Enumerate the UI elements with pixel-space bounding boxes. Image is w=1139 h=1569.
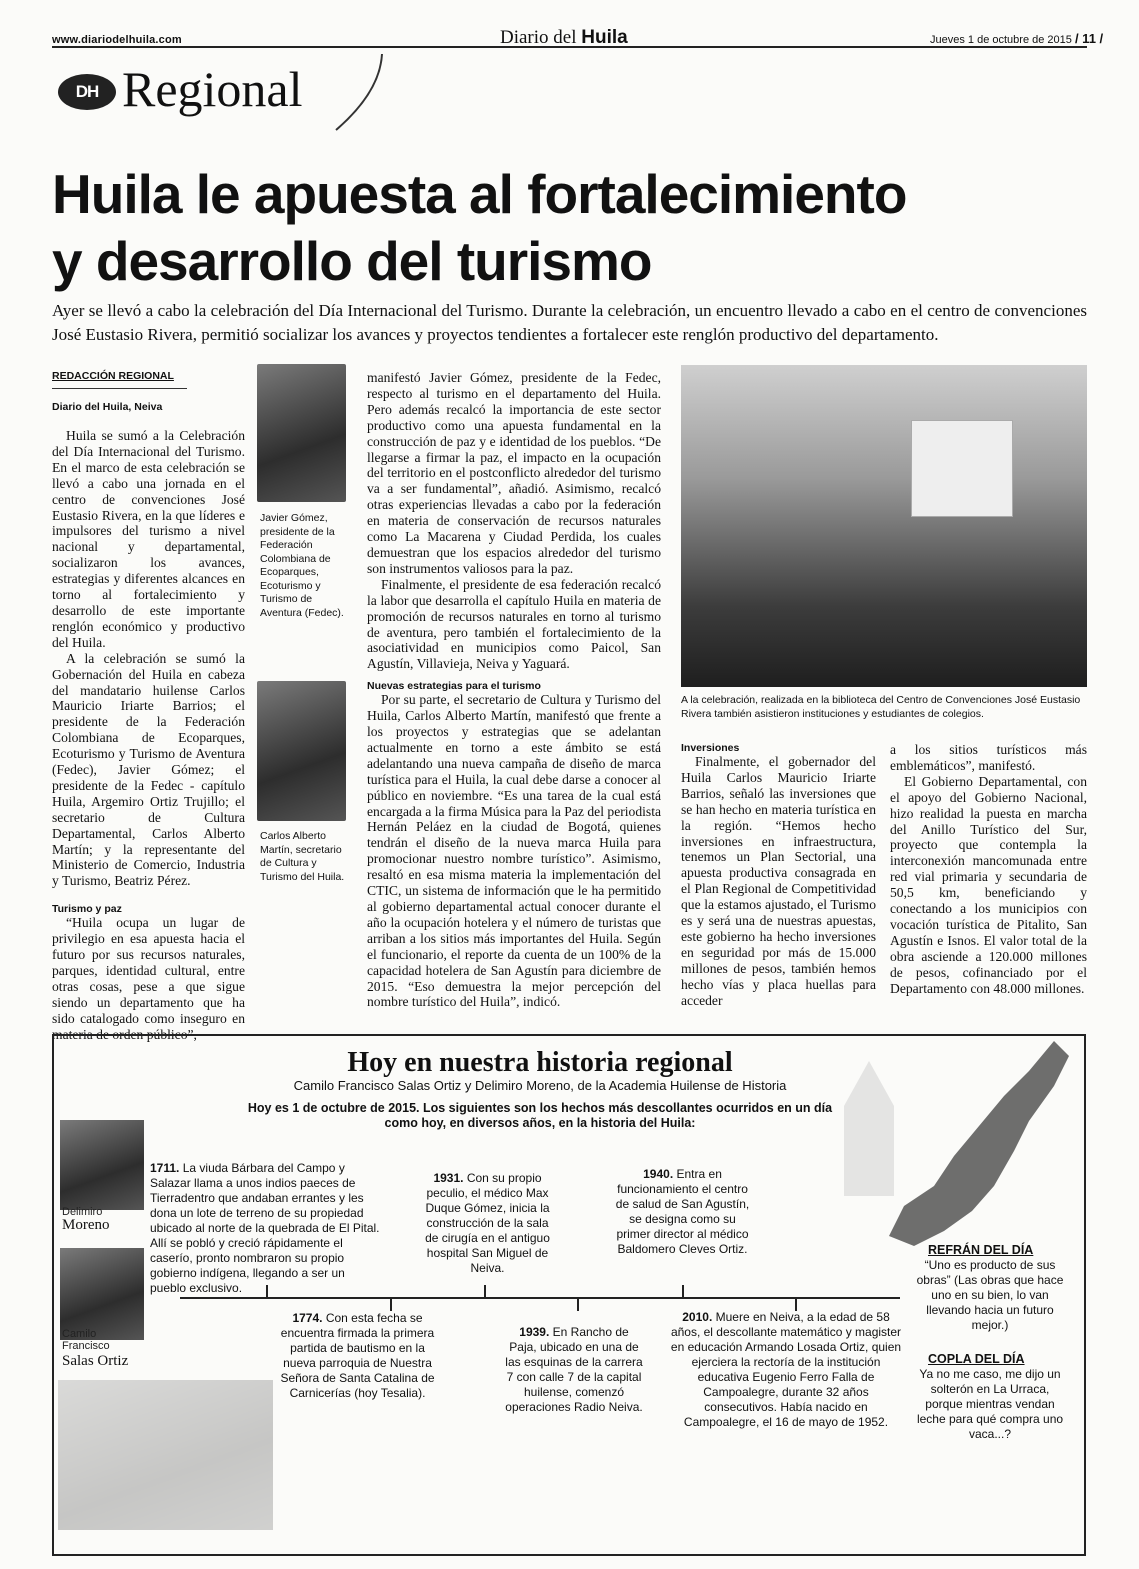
article-column-4 <box>681 742 876 1009</box>
timeline-tick-1774 <box>390 1299 392 1311</box>
paper-name-b: Huila <box>581 27 628 48</box>
col1-paragraph-3: “Huila ocupa un lugar de privilegio en esa apuesta hacia el futuro por sus recursos naturales, parques, identidad cultural, entre otras cosas, pese a que sigue siendo un departamento que ha sido catalogado como inseguro en materia de orden público”, <box>52 915 245 1042</box>
byline-place: Diario del Huila, Neiva <box>52 401 163 413</box>
event-photo-caption: A la celebración, realizada en la biblioteca del Centro de Convenciones José Eustasio Rivera también asistieron instituciones y estudiantes de colegios. <box>681 694 1081 720</box>
person-2-last: Salas Ortiz <box>62 1353 129 1369</box>
event-photo <box>681 365 1087 687</box>
lead-paragraph: Ayer se llevó a cabo la celebración del Día Internacional del Turismo. Durante la celebración, un encuentro llevado a cabo en el centro de convenciones José Eustasio Rivera, permitió socializar los avances y proyectos tendientes a fortalecer este renglón productivo del departamento. <box>52 301 1087 344</box>
person-1-last: Moreno <box>62 1217 110 1233</box>
event-year: 2010. <box>682 1310 713 1324</box>
col4-paragraph-1: Finalmente, el gobernador del Huila Carlos Mauricio Iriarte Barrios, señaló las inversiones que se han hecho en materia turística en la región. “Hemos hecho inversiones en infraestructura, tenemos un Plan Sectorial, una apuesta productiva consagrada en el Plan Regional de Competitividad que la estamos ajustado, el Turismo es y será una de nuestras apuestas, este gobierno ha hecho inversiones en seguridad por más de 15.000 millones de pesos, también hemos hecho vías y placa huellas para acceder <box>681 754 876 1008</box>
col5-paragraph-1: a los sitios turísticos más emblemáticos”, manifestó. <box>890 742 1087 773</box>
event-year: 1939. <box>519 1325 550 1339</box>
event-text: Entra en funcionamiento el centro de salud de San Agustín, se designa como su primer director al médico Baldomero Cleves Ortiz. <box>615 1167 750 1256</box>
event-1774 <box>280 1311 435 1401</box>
event-1940 <box>615 1167 750 1257</box>
event-year: 1774. <box>292 1311 323 1325</box>
person-2-first: Camilo <box>62 1328 97 1340</box>
portrait-camilo-salas <box>60 1248 144 1340</box>
event-year: 1931. <box>433 1171 464 1185</box>
headline-line-1: Huila le apuesta al fortalecimiento <box>52 163 907 225</box>
history-title: Hoy en nuestra historia regional <box>347 1047 733 1078</box>
article-column-1 <box>52 428 245 1043</box>
projection-screen <box>911 420 1013 517</box>
col3-paragraph-1: manifestó Javier Gómez, presidente de la Fedec, respecto al turismo en el departamento del Huila. Pero además recalcó la importancia de este sector productivo como una apuesta fundamental en la construcción de paz y e identidad de los pueblos. “De llegarse a firmar la paz, el impacto en la ocupación del territorio en el postconflicto alrededor del turismo va a ser fundamental”, añadió. Asimismo, recalcó otras experiencias llevadas a cabo por la federación en materia de conservación de recursos naturales como La Macarena y Ciudad Perdida, los cuales demuestran que los espacios alrededor del turismo son instrumentos valiosos para la paz. <box>367 370 661 576</box>
header-rule <box>52 46 1087 48</box>
col1-subhead: Turismo y paz <box>52 903 122 916</box>
history-background-photo <box>58 1380 273 1530</box>
headline <box>52 161 1102 295</box>
copla-text: Ya no me caso, me dijo un solterón en La Urraca, porque mientras vendan leche para qué compra uno vaca...? <box>916 1367 1064 1441</box>
col4-subhead: Inversiones <box>681 742 740 754</box>
timeline-tick-1940 <box>682 1285 684 1297</box>
portrait-1-caption: Javier Gómez, presidente de la Federación Colombiana de Ecoparques, Ecoturismo y Turismo de Aventura (Fedec). <box>260 512 344 619</box>
event-1939 <box>505 1325 643 1415</box>
byline-rule <box>52 388 187 389</box>
paper-name-a: Diario del <box>500 27 582 48</box>
timeline-tick-1939 <box>577 1299 579 1311</box>
section-title: Regional <box>122 61 303 117</box>
section-slash-decoration <box>330 52 390 132</box>
refran-text: “Uno es producto de sus obras” (Las obras que hace uno en su bien, lo van llevando hacia un futuro mejor.) <box>916 1258 1064 1332</box>
article-column-5 <box>890 742 1087 997</box>
col3-paragraph-3: Por su parte, el secretario de Cultura y Turismo del Huila, Carlos Alberto Martín, manifestó que frente a los proyectos y estrategias que se adelantan actualmente en torno a este ámbito se está adelantando una nueva campaña de diseño de marca turística para el Huila, la cual debe darse a conocer al público en noviembre. “Es una tarea de la cual está encargada a la firma Música para la Paz del periodista Hernán Peláez en la ciudad de Bogotá, quienes tendrán el diseño de la nueva marca Huila para promocionar nuestro nombre turístico”. Asimismo, resaltó en esa misma materia la implementación del CTIC, un sistema de información que le ha permitido al gobierno departamental actual conocer durante el año la ocupación hotelera y el número de turistas que arriban a los sitios más importantes del Huila. Según el funcionario, el reporte da cuenta de un 100% de la capacidad hotelera de San Agustín para diciembre de 2015. “Eso demuestra la mejor percepción del nombre turístico del Huila”, indicó. <box>367 692 661 1010</box>
person-2-mid: Francisco <box>62 1340 110 1352</box>
event-text: Con esta fecha se encuentra firmada la primera partida de bautismo en la nueva parroquia de Nuestra Señora de Santa Catalina de Carnicerías (hoy Tesalia). <box>280 1311 435 1400</box>
portrait-2-caption: Carlos Alberto Martín, secretario de Cultura y Turismo del Huila. <box>260 830 345 883</box>
event-1711 <box>150 1161 382 1296</box>
col1-paragraph-1: Huila se sumó a la Celebración del Día Internacional del Turismo. En el marco de esta celebración se llevó a cabo una jornada en el centro de convenciones José Eustasio Rivera, en la que líderes e impulsores del turismo a nivel nacional y departamental, socializaron los avances, estrategias y diferentes alcances en torno al fortalecimiento y desarrollo de este importante renglón económico y productivo del Huila. <box>52 428 245 650</box>
issue-date <box>930 31 1103 46</box>
dh-logo: DH <box>58 74 116 110</box>
timeline-tick-1931 <box>484 1285 486 1297</box>
event-text: En Rancho de Paja, ubicado en una de las esquinas de la carrera 7 con calle 7 de la capital huilense, comenzó operaciones Radio Neiva. <box>505 1325 643 1414</box>
page-number: / 11 / <box>1074 31 1104 46</box>
portrait-javier-gomez <box>257 364 346 502</box>
col1-paragraph-2: A la celebración se sumó la Gobernación del Huila en cabeza del mandatario huilense Carlos Mauricio Iriarte Barrios; el presidente de la Federación Colombiana de Ecoparques, Ecoturismo y Turismo de Aventura (Fedec), Javier Gómez; el presidente de la Fedec - capítulo Huila, Argemiro Ortiz Trujillo; el secretario de Cultura Departamental, Carlos Alberto Martín; y la representante del Ministerio de Comercio, Industria y Turismo, Beatriz Pérez. <box>52 650 245 889</box>
event-2010 <box>670 1310 902 1430</box>
article-column-3 <box>367 370 661 1010</box>
site-url: www.diariodelhuila.com <box>52 34 182 46</box>
event-text: Muere en Neiva, a la edad de 58 años, el descollante matemático y magister en educación Armando Losada Ortiz, quien ejerciera la rectoría de la institución educativa Eugenio Ferro Falla de Campoalegre, durante 32 años consecutivos. Había nacido en Campoalegre, el 16 de mayo de 1952. <box>670 1310 902 1429</box>
date-text: Jueves 1 de octubre de 2015 <box>930 34 1072 46</box>
portrait-carlos-martin <box>257 681 346 821</box>
event-1931 <box>425 1171 550 1276</box>
event-year: 1711. <box>150 1161 180 1175</box>
col3-subhead: Nuevas estrategias para el turismo <box>367 680 541 693</box>
timeline-axis <box>180 1297 900 1299</box>
person-1-first: Delimiro <box>62 1206 103 1218</box>
event-text: Con su propio peculio, el médico Max Duque Gómez, inicia la construcción de la sala de cirugía en el antiguo hospital San Miguel de Neiva. <box>425 1171 550 1275</box>
history-subtitle: Camilo Francisco Salas Ortiz y Delimiro Moreno, de la Academia Huilense de Historia <box>293 1078 787 1093</box>
byline: REDACCIÓN REGIONAL <box>52 370 174 382</box>
refran-title: REFRÁN DEL DÍA <box>928 1243 1034 1257</box>
event-text: La viuda Bárbara del Campo y Salazar llama a unos indios paeces de Tierradentro que andaban errantes y les dona un lote de terreno de su propiedad ubicado al norte de la quebrada de El Pital. Allí se pobló y creció rápidamente el caserío, pronto nombraron su propio gobierno indígena, llegando a ser un pueblo exclusivo. <box>150 1161 380 1295</box>
event-year: 1940. <box>643 1167 674 1181</box>
portrait-delimiro-moreno <box>60 1120 144 1210</box>
copla-title: COPLA DEL DÍA <box>928 1352 1025 1366</box>
headline-line-2: y desarrollo del turismo <box>52 230 652 292</box>
col5-paragraph-2: El Gobierno Departamental, con el apoyo del Gobierno Nacional, hizo realidad la puesta en marcha del Anillo Turístico del Sur, proyecto que contempla la interconexión mancomunada entre red vial primaria y secundaria de 50,5 km, beneficiando y conectando a los municipios con vocación turística de Pitalito, San Agustín e Isnos. El valor total de la obra asciende a 120.000 millones de pesos, cofinanciado por el Departamento con 48.000 millones. <box>890 773 1087 996</box>
col3-paragraph-2: Finalmente, el presidente de esa federación recalcó la labor que desarrolla el capítulo Huila en materia de promoción de recursos naturales en torno al turismo de aventura, pero también el fortalecimiento de la asociatividad en municipios como Paicol, San Agustín, Villavieja, Neiva y Yaguará. <box>367 576 661 672</box>
history-intro: Hoy es 1 de octubre de 2015. Los siguientes son los hechos más descollantes ocurridos en un día como hoy, en diversos años, en la historia del Huila: <box>247 1101 833 1130</box>
